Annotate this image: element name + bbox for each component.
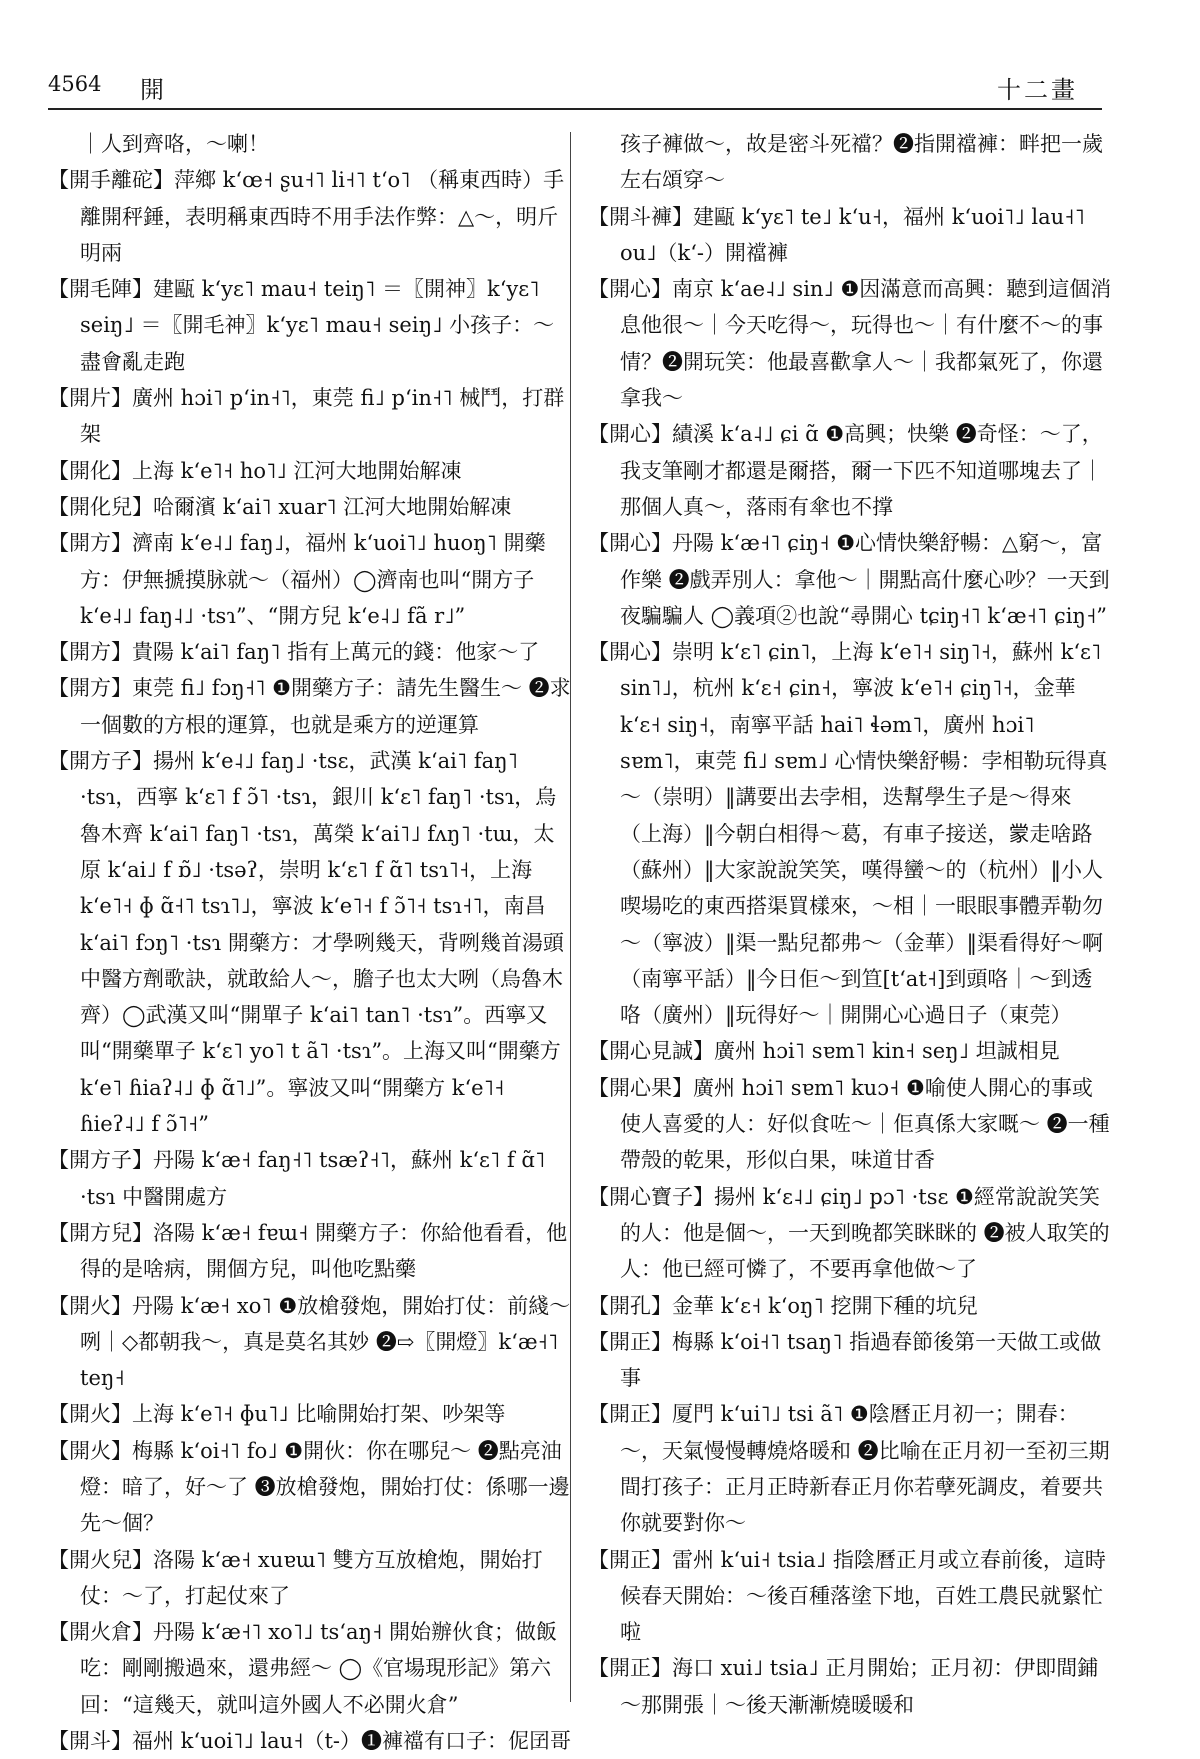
running-headword: 開 <box>140 76 164 104</box>
page-number: 4564 <box>48 72 102 96</box>
right-column <box>588 126 1112 1717</box>
dictionary-entry: 【開孔】金華 kʻɛ˧ kʻoŋ˥ 挖開下種的坑兒 <box>588 1293 978 1318</box>
dictionary-entry: 【開火兒】洛陽 kʻæ˧ xuɐɯ˥ 雙方互放槍炮，開始打仗：～了，打起仗來了 <box>48 1547 543 1608</box>
dictionary-entry: 【開毛陣】建甌 kʻyɛ˥ mau˧ teiŋ˥ ＝〖開神〗kʻyɛ˥ seiŋ˩ ＝〖開毛神〗kʻyɛ˥ mau˧ seiŋ˩ 小孩子：～盡會亂走跑 <box>48 277 555 374</box>
dictionary-entry: 【開正】厦門 kʻui˥˩ tsi ã˥ ❶陰曆正月初一；開春：～，天氣慢慢轉燒烙暖和 ❷比喻在正月初一至初三期間打孩子：正月正時新春正月你若孽死調皮，着要共你就要對你～ <box>588 1402 1110 1536</box>
dictionary-entry: 孩子褲做～，故是密斗死襠？❷指開襠褲：畔把一歲左右頌穿～ <box>620 132 1103 193</box>
header-rule <box>48 108 1102 110</box>
dictionary-entry: 【開火】梅縣 kʻoi˧˥ fo˩ ❶開伙：你在哪兒～ ❷點亮油燈：暗了，好～了 ❸放槍發炮，開始打仗：係哪一邊先～個？ <box>48 1438 570 1536</box>
dictionary-entry: ｜人到齊咯，～喇！ <box>80 132 269 156</box>
dictionary-entry: 【開方子】揚州 kʻe˨˩ faŋ˩ ·tsɛ，武漢 kʻai˥ faŋ˥ ·tsɿ，西寧 kʻɛ˥ f ɔ̃˥ ·tsɿ，銀川 kʻɛ˥ faŋ˥ ·tsɿ，烏魯木齊 kʻai˥ faŋ˥ ·tsɿ，萬榮 kʻai˥˩ fʌŋ˥ ·tɯ，太原 kʻai˩ f ɒ̃˩ ·tsəʔ，崇明 kʻɛ˥ f ɑ̃˥ tsɿ˥˧，上海 kʻe˥˧ ɸ ɑ̃˧˥ tsɿ˥˩，寧波 kʻe˥˧ f ɔ̃˥˧ tsɿ˧˥，南昌 kʻai˥ fɔŋ˥ ·tsɿ 開藥方：才學咧幾天，背咧幾首湯頭中醫方劑歌訣，就敢給人～，膽子也太大咧（烏魯木齊）◯武漢又叫“開單子 kʻai˥ tan˥ ·tsɿ”。西寧又叫“開藥單子 kʻɛ˥ yo˥ t ã˥ ·tsɿ”。上海又叫“開藥方 kʻe˥ ɦiaʔ˨˩ ɸ ɑ̃˥˩”。寧波又叫“開藥方 kʻe˥˧ ɦieʔ˨˩ f ɔ̃˥˧” <box>48 749 564 1137</box>
dictionary-entry: 【開心】崇明 kʻɛ˥ ɕin˥，上海 kʻe˥˧ siŋ˥˧，蘇州 kʻɛ˥ sin˥˩，杭州 kʻɛ˧ ɕin˧，寧波 kʻe˥˧ ɕiŋ˥˧，金華 kʻɛ˧ siŋ˧，南寧平話 hai˥ ɬəm˥，廣州 hɔi˥ sɐm˥，東莞 fi˩ sɐm˩ 心情快樂舒暢：孛相勒玩得真～（崇明）‖講要出去孛相，迭幫學生子是～得來（上海）‖今朝白相得～葛，有車子接送，𫎇走啥路（蘇州）‖大家說說笑笑，嘆得蠻～的（杭州）‖小人喫場吃的東西搭渠買樣來，～相｜一眼眼事體弄勒勿～（寧波）‖渠一點兒都弗～（金華）‖渠看得好～啊（南寧平話）‖今日佢～到笪[tʻat˧]到頭咯｜～到透咯（廣州）‖玩得好～｜開開心心過日子（東莞） <box>588 640 1108 1028</box>
dictionary-entry: 【開心果】廣州 hɔi˥ sɐm˥ kuɔ˧ ❶喻使人開心的事或使人喜愛的人：好似食咗～｜佢真係大家嘅～ ❷一種帶殼的乾果，形似白果，味道甘香 <box>588 1075 1110 1173</box>
dictionary-entry: 【開化兒】哈爾濱 kʻai˥ xuar˥ 江河大地開始解凍 <box>48 494 512 519</box>
stroke-count-label: 十二畫 <box>997 76 1078 104</box>
dictionary-entry: 【開火】上海 kʻe˥˧ ɸu˥˩ 比喻開始打架、吵架等 <box>48 1402 506 1427</box>
dictionary-entry: 【開心寶子】揚州 kʻɛ˨˩ ɕiŋ˩ pɔ˥ ·tsɛ ❶經常說說笑笑的人：他是個～，一天到晚都笑眯眯的 ❷被人取笑的人：他已經可憐了，不要再拿他做～了 <box>588 1184 1110 1282</box>
dictionary-entry: 【開正】雷州 kʻui˧ tsia˩ 指陰曆正月或立春前後，這時候春天開始：～後百種落塗下地，百姓工農民就緊忙啦 <box>588 1547 1106 1645</box>
left-column <box>48 126 572 1754</box>
dictionary-entry: 【開心見誠】廣州 hɔi˥ sɐm˥ kin˧ seŋ˩ 坦誠相見 <box>588 1039 1060 1064</box>
dictionary-entry: 【開正】梅縣 kʻoi˧˥ tsaŋ˥ 指過春節後第一天做工或做事 <box>588 1329 1102 1391</box>
dictionary-entry: 【開斗】福州 kʻuoi˥˩ lau˧（t-）❶褲襠有口子：伲囝哥 <box>48 1729 571 1754</box>
dictionary-entry: 【開火】丹陽 kʻæ˧ xo˥ ❶放槍發炮，開始打仗：前綫～咧｜◇都朝我～，真是莫名其妙 ❷⇨〖開燈〗kʻæ˧˥ teŋ˧ <box>48 1293 571 1391</box>
dictionary-entry: 【開方】濟南 kʻe˨˩ faŋ˩，福州 kʻuoi˥˩ huoŋ˥ 開藥方：伊無搋摸脉就～（福州）◯濟南也叫“開方子 kʻe˨˩ faŋ˨˩ ·tsɿ”、“開方兒 kʻe˨˩ fã r˩” <box>48 531 546 628</box>
dictionary-entry: 【開心】南京 kʻae˨˩ sin˩ ❶因滿意而高興：聽到這個消息他很～｜今天吃得～，玩得也～｜有什麼不～的事情？❷開玩笑：他最喜歡拿人～｜我都氣死了，你還拿我～ <box>588 277 1112 411</box>
dictionary-entry: 【開手離砣】萍鄉 kʻœ˧ ʂu˧˥ li˧˥ tʻo˥ （稱東西時）手離開秤錘，表明稱東西時不用手法作弊：△～，明斤明兩 <box>48 168 565 265</box>
dictionary-entry: 【開斗褲】建甌 kʻyɛ˥ te˩ kʻu˧，福州 kʻuoi˥˩ lau˧˥ ou˩（kʻ-）開襠褲 <box>588 204 1085 265</box>
dictionary-entry: 【開方兒】洛陽 kʻæ˧ fɐɯ˧ 開藥方子：你給他看看，他得的是啥病，開個方兒，叫他吃點藥 <box>48 1220 568 1282</box>
dictionary-entry: 【開正】海口 xui˩ tsia˩ 正月開始；正月初：伊即間鋪～那開張｜～後天漸漸燒暖暖和 <box>588 1656 1099 1717</box>
dictionary-entry: 【開心】丹陽 kʻæ˧˥ ɕiŋ˧ ❶心情快樂舒暢：△窮～，富作樂 ❷戲弄別人：拿他～｜開點高什麼心吵？一天到夜騙騙人 ◯義項②也說“尋開心 tɕiŋ˧˥ kʻæ˧˥ ɕiŋ˧” <box>588 531 1110 628</box>
dictionary-entry: 【開心】績溪 kʻa˨˩ ɕi ɑ̃ ❶高興；快樂 ❷奇怪：～了，我支筆剛才都還是爾搭，爾一下匹不知道哪塊去了｜那個人真～，落雨有傘也不撑 <box>588 422 1103 519</box>
dictionary-entry: 【開方】東莞 fi˩ fɔŋ˧˥ ❶開藥方子：請先生醫生～ ❷求一個數的方根的運算，也就是乘方的逆運算 <box>48 676 571 737</box>
dictionary-entry: 【開方】貴陽 kʻai˥ faŋ˥ 指有上萬元的錢：他家～了 <box>48 640 540 665</box>
dictionary-entry: 【開片】廣州 hɔi˥ pʻin˧˥，東莞 fi˩ pʻin˧˥ 械鬥，打群架 <box>48 386 565 447</box>
dictionary-entry: 【開化】上海 kʻe˥˧ ho˥˩ 江河大地開始解凍 <box>48 458 462 483</box>
page-header <box>48 70 1100 106</box>
dictionary-entry: 【開方子】丹陽 kʻæ˧ faŋ˧˥ tsæʔ˧˥，蘇州 kʻɛ˥ f ɑ̃˥ ·tsɿ 中醫開處方 <box>48 1148 546 1209</box>
dictionary-entry: 【開火倉】丹陽 kʻæ˧˥ xo˥˩ tsʻaŋ˧ 開始辦伙食；做飯吃：剛剛搬過來，還弗經～ ◯《官場現形記》第六回：“這幾天，就叫這外國人不必開火倉” <box>48 1620 558 1717</box>
